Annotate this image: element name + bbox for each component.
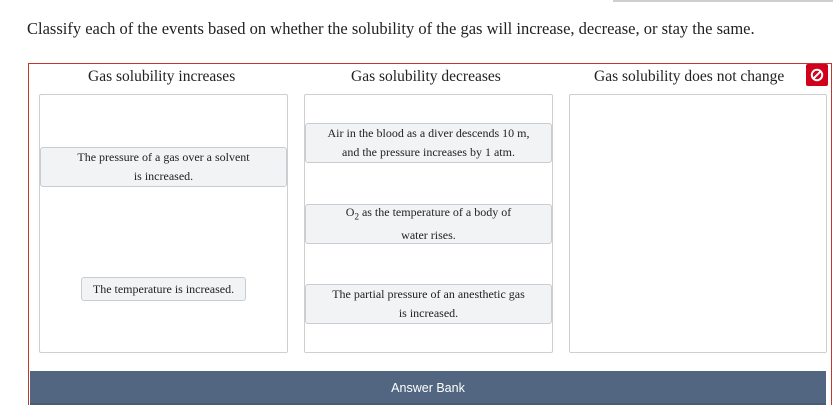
o2-symbol: O xyxy=(345,204,355,219)
reset-icon xyxy=(810,68,824,82)
header-decreases: Gas solubility decreases xyxy=(351,68,501,85)
header-no-change: Gas solubility does not change xyxy=(594,68,785,85)
answer-bank-header: Answer Bank xyxy=(30,371,826,405)
card-anesthetic-pressure[interactable] xyxy=(305,284,552,324)
o2-subscript: 2 xyxy=(354,211,359,222)
card-text: is increased. xyxy=(398,306,459,320)
top-divider xyxy=(613,0,833,2)
card-pressure-increased[interactable] xyxy=(40,147,287,187)
dropzone-no-change[interactable] xyxy=(569,94,827,353)
card-text xyxy=(346,203,511,226)
card-text-rest: as the temperature of a body of xyxy=(358,204,512,219)
dropzone-increases[interactable] xyxy=(39,94,288,353)
card-text: Air in the blood as a diver descends 10 m, xyxy=(327,126,530,140)
card-o2-temperature[interactable] xyxy=(305,204,552,244)
card-text: The pressure of a gas over a solvent xyxy=(77,150,250,164)
header-increases: Gas solubility increases xyxy=(88,68,236,85)
card-text: The partial pressure of an anesthetic gas xyxy=(332,287,525,301)
card-diver-descends[interactable] xyxy=(305,123,552,163)
card-temperature-increased[interactable] xyxy=(81,277,246,301)
card-text: and the pressure increases by 1 atm. xyxy=(342,145,515,159)
question-prompt: Classify each of the events based on whether the solubility of the gas will increase, decrease, or stay the same. xyxy=(27,19,755,38)
card-text: water rises. xyxy=(401,228,456,243)
card-text: is increased. xyxy=(133,169,194,183)
reset-button[interactable] xyxy=(806,64,828,86)
card-text: The temperature is increased. xyxy=(92,281,235,296)
